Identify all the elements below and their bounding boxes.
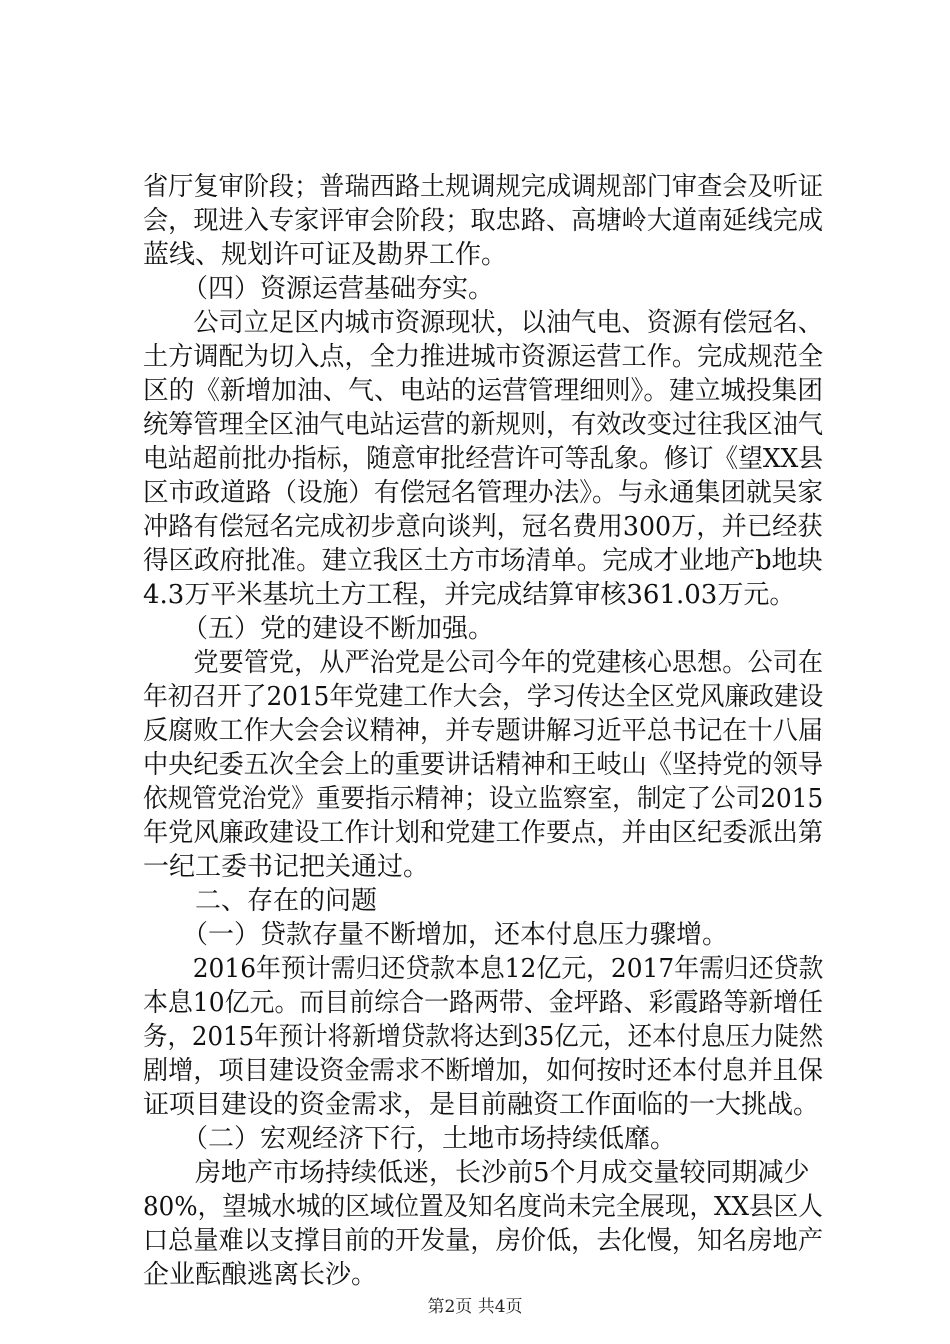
page-number-footer: 第2页 共4页 xyxy=(427,1297,523,1317)
text-line: 务，2015年预计将新增贷款将达到35亿元，还本付息压力陡然 xyxy=(143,1022,824,1052)
text-line: 年初召开了2015年党建工作大会，学习传达全区党风廉政建设 xyxy=(143,682,824,712)
text-line: 房地产市场持续低迷，长沙前5个月成交量较同期减少 xyxy=(143,1158,810,1188)
text-line: 蓝线、规划许可证及勘界工作。 xyxy=(143,240,508,270)
text-line: 土方调配为切入点，全力推进城市资源运营工作。完成规范全 xyxy=(143,342,824,372)
section-heading: （二）宏观经济下行，土地市场持续低靡。 xyxy=(143,1124,677,1154)
section-heading: （五）党的建设不断加强。 xyxy=(143,614,495,644)
text-line: 区的《新增加油、气、电站的运营管理细则》。建立城投集团 xyxy=(143,376,824,406)
text-line: 本息10亿元。而目前综合一路两带、金坪路、彩霞路等新增任 xyxy=(143,988,824,1018)
text-line: 冲路有偿冠名完成初步意向谈判，冠名费用300万，并已经获 xyxy=(143,512,823,542)
text-line: 80%，望城水城的区域位置及知名度尚未完全展现，XX县区人 xyxy=(143,1192,823,1222)
text-line: 4.3万平米基坑土方工程，并完成结算审核361.03万元。 xyxy=(143,580,796,610)
text-line: 证项目建设的资金需求，是目前融资工作面临的一大挑战。 xyxy=(143,1090,820,1120)
text-line: 统筹管理全区油气电站运营的新规则，有效改变过往我区油气 xyxy=(143,410,824,440)
text-line: 依规管党治党》重要指示精神；设立监察室，制定了公司2015 xyxy=(143,784,824,814)
text-line: 电站超前批办指标，随意审批经营许可等乱象。修订《望XX县 xyxy=(143,444,824,474)
text-line: 党要管党，从严治党是公司今年的党建核心思想。公司在 xyxy=(143,648,824,678)
section-heading: （四）资源运营基础夯实。 xyxy=(143,274,495,304)
text-line: 得区政府批准。建立我区土方市场清单。完成才业地产b地块 xyxy=(143,546,823,576)
text-line: 公司立足区内城市资源现状，以油气电、资源有偿冠名、 xyxy=(143,308,824,338)
text-line: 省厅复审阶段；普瑞西路土规调规完成调规部门审查会及听证 xyxy=(143,172,824,202)
text-line: 企业酝酿逃离长沙。 xyxy=(143,1260,378,1290)
text-line: 反腐败工作大会会议精神，并专题讲解习近平总书记在十八届 xyxy=(143,716,824,746)
text-line: 2016年预计需归还贷款本息12亿元，2017年需归还贷款 xyxy=(143,954,824,984)
section-heading: （一）贷款存量不断增加，还本付息压力骤增。 xyxy=(143,920,729,950)
text-line: 中央纪委五次全会上的重要讲话精神和王岐山《坚持党的领导 xyxy=(143,750,824,780)
text-line: 年党风廉政建设工作计划和党建工作要点，并由区纪委派出第 xyxy=(143,818,824,848)
text-line: 区市政道路（设施）有偿冠名管理办法》。与永通集团就吴家 xyxy=(143,478,824,508)
section-heading: 二、存在的问题 xyxy=(143,886,378,916)
text-line: 会，现进入专家评审会阶段；取忠路、高塘岭大道南延线完成 xyxy=(143,206,824,236)
text-line: 口总量难以支撑目前的开发量，房价低，去化慢，知名房地产 xyxy=(143,1226,824,1256)
text-line: 剧增，项目建设资金需求不断增加，如何按时还本付息并且保 xyxy=(143,1056,824,1086)
text-line: 一纪工委书记把关通过。 xyxy=(143,852,430,882)
